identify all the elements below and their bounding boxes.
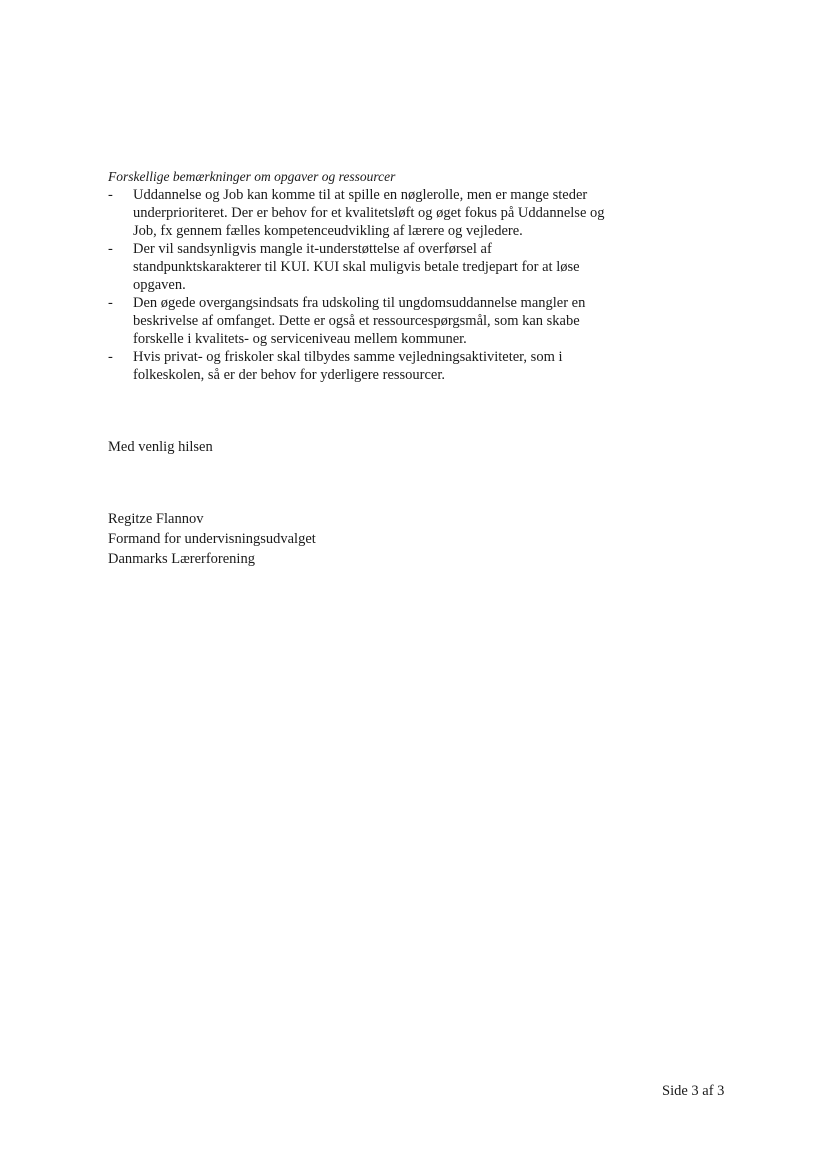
list-item [108, 240, 608, 294]
bullet-marker: - [108, 295, 113, 311]
bullet-marker: - [108, 349, 113, 365]
section-heading: Forskellige bemærkninger om opgaver og ressourcer [108, 169, 396, 184]
list-item [108, 186, 608, 240]
page-number: Side 3 af 3 [662, 1083, 725, 1099]
bullet-marker: - [108, 187, 113, 203]
signature-block [108, 509, 316, 569]
list-item [108, 294, 608, 348]
closing-greeting: Med venlig hilsen [108, 439, 213, 455]
bullet-text: Uddannelse og Job kan komme til at spille en nøglerolle, men er mange steder underprioriteret. Der er behov for et kvalitetsløft og øget fokus på Uddannelse og Job, fx gennem fælles kompetenceudvikling af lærere og vejledere. [133, 187, 605, 239]
signatory-title: Formand for undervisningsudvalget [108, 531, 316, 547]
signatory-organization: Danmarks Lærerforening [108, 551, 255, 567]
bullet-list [108, 186, 608, 384]
bullet-text: Der vil sandsynligvis mangle it-understøttelse af overførsel af standpunktskarakterer til KUI. KUI skal muligvis betale tredjepart for at løse opgaven. [133, 241, 580, 293]
signatory-name: Regitze Flannov [108, 511, 204, 527]
bullet-text: Den øgede overgangsindsats fra udskoling til ungdomsuddannelse mangler en beskrivelse af omfanget. Dette er også et ressourcespørgsmål, som kan skabe forskelle i kvalitets- og serviceniveau mellem kommuner. [133, 295, 586, 347]
list-item [108, 348, 608, 384]
bullet-marker: - [108, 241, 113, 257]
bullet-text: Hvis privat- og friskoler skal tilbydes samme vejledningsaktiviteter, som i folkeskolen, så er der behov for yderligere ressourcer. [133, 349, 563, 383]
